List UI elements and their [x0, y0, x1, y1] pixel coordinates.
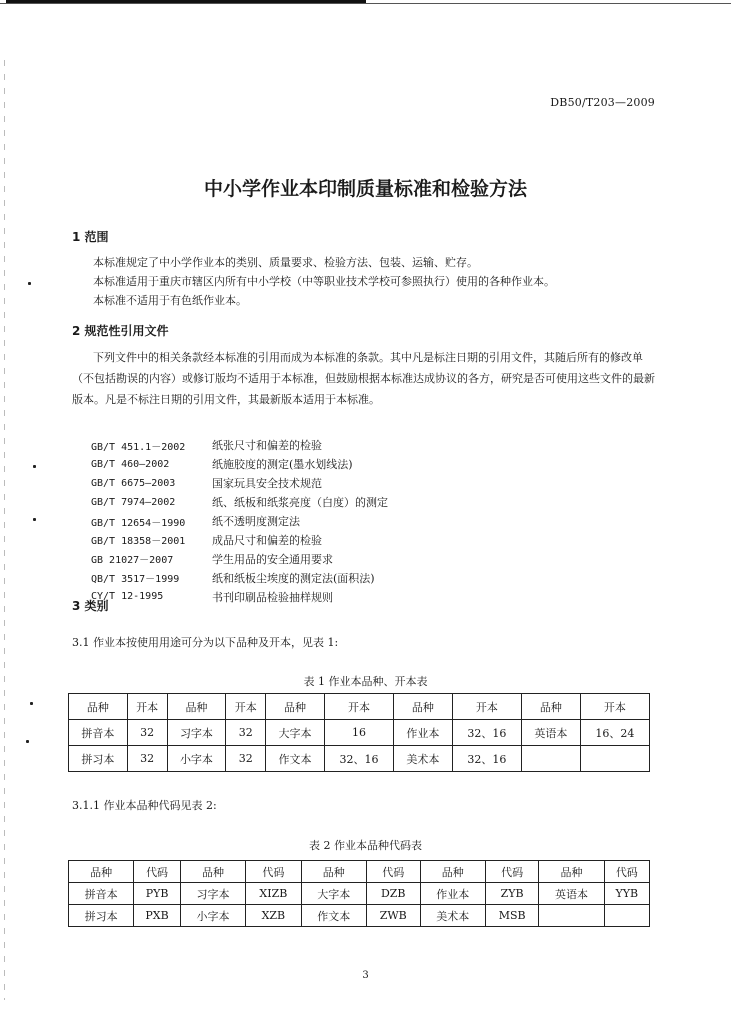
table-cell: 英语本 — [539, 883, 604, 905]
scan-speck — [33, 465, 36, 468]
reference-name: 国家玩具安全技术规范 — [212, 477, 322, 491]
table-header-cell: 品种 — [301, 861, 366, 883]
reference-name: 纸和纸板尘埃度的测定法(面积法) — [212, 571, 375, 585]
table-header-cell: 代码 — [604, 861, 649, 883]
reference-item — [91, 474, 388, 493]
table-cell: 16 — [324, 720, 393, 746]
scan-speck — [30, 702, 33, 705]
scan-speck — [26, 740, 29, 743]
table-varieties-formats — [68, 693, 650, 772]
table-header-row — [69, 861, 650, 883]
table-cell: 拼习本 — [69, 905, 134, 927]
table-cell — [521, 746, 580, 772]
table-header-cell: 品种 — [420, 861, 485, 883]
table-cell: 习字本 — [167, 720, 226, 746]
page-number: 3 — [362, 970, 369, 981]
table-row — [69, 746, 650, 772]
table-header-cell: 代码 — [366, 861, 420, 883]
section-heading-categories: 3 类别 — [72, 599, 109, 613]
scan-speck — [33, 518, 36, 521]
table-header-cell: 品种 — [167, 694, 226, 720]
reference-name: 纸张尺寸和偏差的检验 — [212, 439, 322, 453]
table-cell: 美术本 — [420, 905, 485, 927]
reference-name: 纸施胶度的测定(墨水划线法) — [212, 458, 353, 472]
table-cell: 英语本 — [521, 720, 580, 746]
reference-code: GB/T 18358－2001 — [91, 536, 186, 548]
reference-item — [91, 549, 388, 568]
reference-code: GB/T 451.1－2002 — [91, 441, 186, 453]
reference-code: GB/T 7974—2002 — [91, 496, 176, 508]
scope-line: 本标准规定了中小学作业本的类别、质量要求、检验方法、包装、运输、贮存。 — [93, 256, 478, 269]
table-cell: 32 — [127, 746, 167, 772]
table1-caption: 表 1 作业本品种、开本表 — [303, 675, 428, 688]
table-cell: 大字本 — [266, 720, 325, 746]
reference-item — [91, 587, 388, 606]
table-cell: YYB — [604, 883, 649, 905]
table-header-cell: 开本 — [580, 694, 649, 720]
table-row — [69, 883, 650, 905]
reference-code: GB/T 12654－1990 — [91, 517, 186, 529]
table-header-cell: 代码 — [485, 861, 539, 883]
table-cell: MSB — [485, 905, 539, 927]
table-cell: 小字本 — [167, 746, 226, 772]
table-header-cell: 品种 — [539, 861, 604, 883]
table-cell: DZB — [366, 883, 420, 905]
references-paragraph: 下列文件中的相关条款经本标准的引用而成为本标准的条款。其中凡是标注日期的引用文件，其随后所有的修改单（不包括勘误的内容）或修订版均不适用于本标准，但鼓励根据本标准达成协议的各方，研究是否可使用这些文件的最新版本。凡是不标注日期的引用文件，其最新版本适用于本标准。 — [72, 351, 655, 406]
clause-3-1: 3.1 作业本按使用用途可分为以下品种及开本，见表 1: — [72, 636, 339, 649]
table-cell: ZYB — [485, 883, 539, 905]
table-cell: ZWB — [366, 905, 420, 927]
table-cell: XIZB — [246, 883, 301, 905]
table-cell: 作业本 — [420, 883, 485, 905]
reference-list — [91, 436, 388, 606]
section-heading-references: 2 规范性引用文件 — [72, 324, 169, 338]
section-heading-scope: 1 范围 — [72, 230, 109, 244]
reference-item — [91, 436, 388, 455]
reference-name: 纸、纸板和纸浆亮度（白度）的测定 — [212, 496, 388, 510]
table-cell: 小字本 — [180, 905, 245, 927]
reference-item — [91, 568, 388, 587]
reference-name: 成品尺寸和偏差的检验 — [212, 533, 322, 547]
table-cell: 32 — [226, 720, 266, 746]
page-title: 中小学作业本印制质量标准和检验方法 — [203, 178, 527, 200]
scan-speck — [28, 282, 31, 285]
table-header-cell: 开本 — [452, 694, 521, 720]
table-variety-codes — [68, 860, 650, 927]
table-row — [69, 720, 650, 746]
reference-code: QB/T 3517－1999 — [91, 574, 180, 586]
reference-item — [91, 493, 388, 512]
table2-caption: 表 2 作业本品种代码表 — [309, 839, 422, 852]
table-cell: 拼音本 — [69, 720, 128, 746]
table-header-cell: 代码 — [134, 861, 181, 883]
table-cell — [539, 905, 604, 927]
table-row — [69, 905, 650, 927]
table-header-cell: 开本 — [226, 694, 266, 720]
reference-name: 纸不透明度测定法 — [212, 515, 300, 528]
table-cell: 32、16 — [324, 746, 393, 772]
table-cell: 作业本 — [394, 720, 453, 746]
table-header-cell: 品种 — [69, 861, 134, 883]
table-cell: 16、24 — [580, 720, 649, 746]
table-cell: PYB — [134, 883, 181, 905]
table-header-cell: 品种 — [266, 694, 325, 720]
reference-name: 学生用品的安全通用要求 — [212, 552, 333, 566]
table-header-cell: 开本 — [127, 694, 167, 720]
scope-line: 本标准适用于重庆市辖区内所有中小学校（中等职业技术学校可参照执行）使用的各种作业本。 — [93, 275, 555, 288]
reference-code: GB 21027－2007 — [91, 555, 174, 567]
table-cell: PXB — [134, 905, 181, 927]
table-cell: 美术本 — [394, 746, 453, 772]
table-header-cell: 品种 — [521, 694, 580, 720]
table-cell — [580, 746, 649, 772]
table-cell — [604, 905, 649, 927]
table-header-cell: 品种 — [180, 861, 245, 883]
table-cell: 32、16 — [452, 746, 521, 772]
table-header-cell: 开本 — [324, 694, 393, 720]
table-cell: 拼音本 — [69, 883, 134, 905]
table-header-cell: 品种 — [69, 694, 128, 720]
scan-top-line — [0, 3, 731, 4]
table-cell: 作文本 — [301, 905, 366, 927]
table-header-cell: 代码 — [246, 861, 301, 883]
table-header-cell: 品种 — [394, 694, 453, 720]
reference-item — [91, 455, 388, 474]
table-cell: 32 — [226, 746, 266, 772]
scan-left-edge — [4, 60, 5, 1000]
table-cell: 习字本 — [180, 883, 245, 905]
table-cell: 作文本 — [266, 746, 325, 772]
table-cell: 32、16 — [452, 720, 521, 746]
table-cell: 拼习本 — [69, 746, 128, 772]
table-cell: XZB — [246, 905, 301, 927]
document-number: DB50/T203—2009 — [550, 96, 655, 109]
reference-name: 书刊印刷品检验抽样规则 — [212, 590, 333, 604]
reference-code: GB/T 6675—2003 — [91, 477, 176, 489]
clause-3-1-1: 3.1.1 作业本品种代码见表 2: — [72, 799, 217, 812]
scope-line: 本标准不适用于有色纸作业本。 — [93, 294, 247, 307]
table-cell: 32 — [127, 720, 167, 746]
reference-code: GB/T 460—2002 — [91, 458, 170, 470]
table-header-row — [69, 694, 650, 720]
reference-item — [91, 512, 388, 531]
reference-item — [91, 530, 388, 549]
reference-code: CY/T 12-1995 — [91, 591, 164, 603]
table-cell: 大字本 — [301, 883, 366, 905]
